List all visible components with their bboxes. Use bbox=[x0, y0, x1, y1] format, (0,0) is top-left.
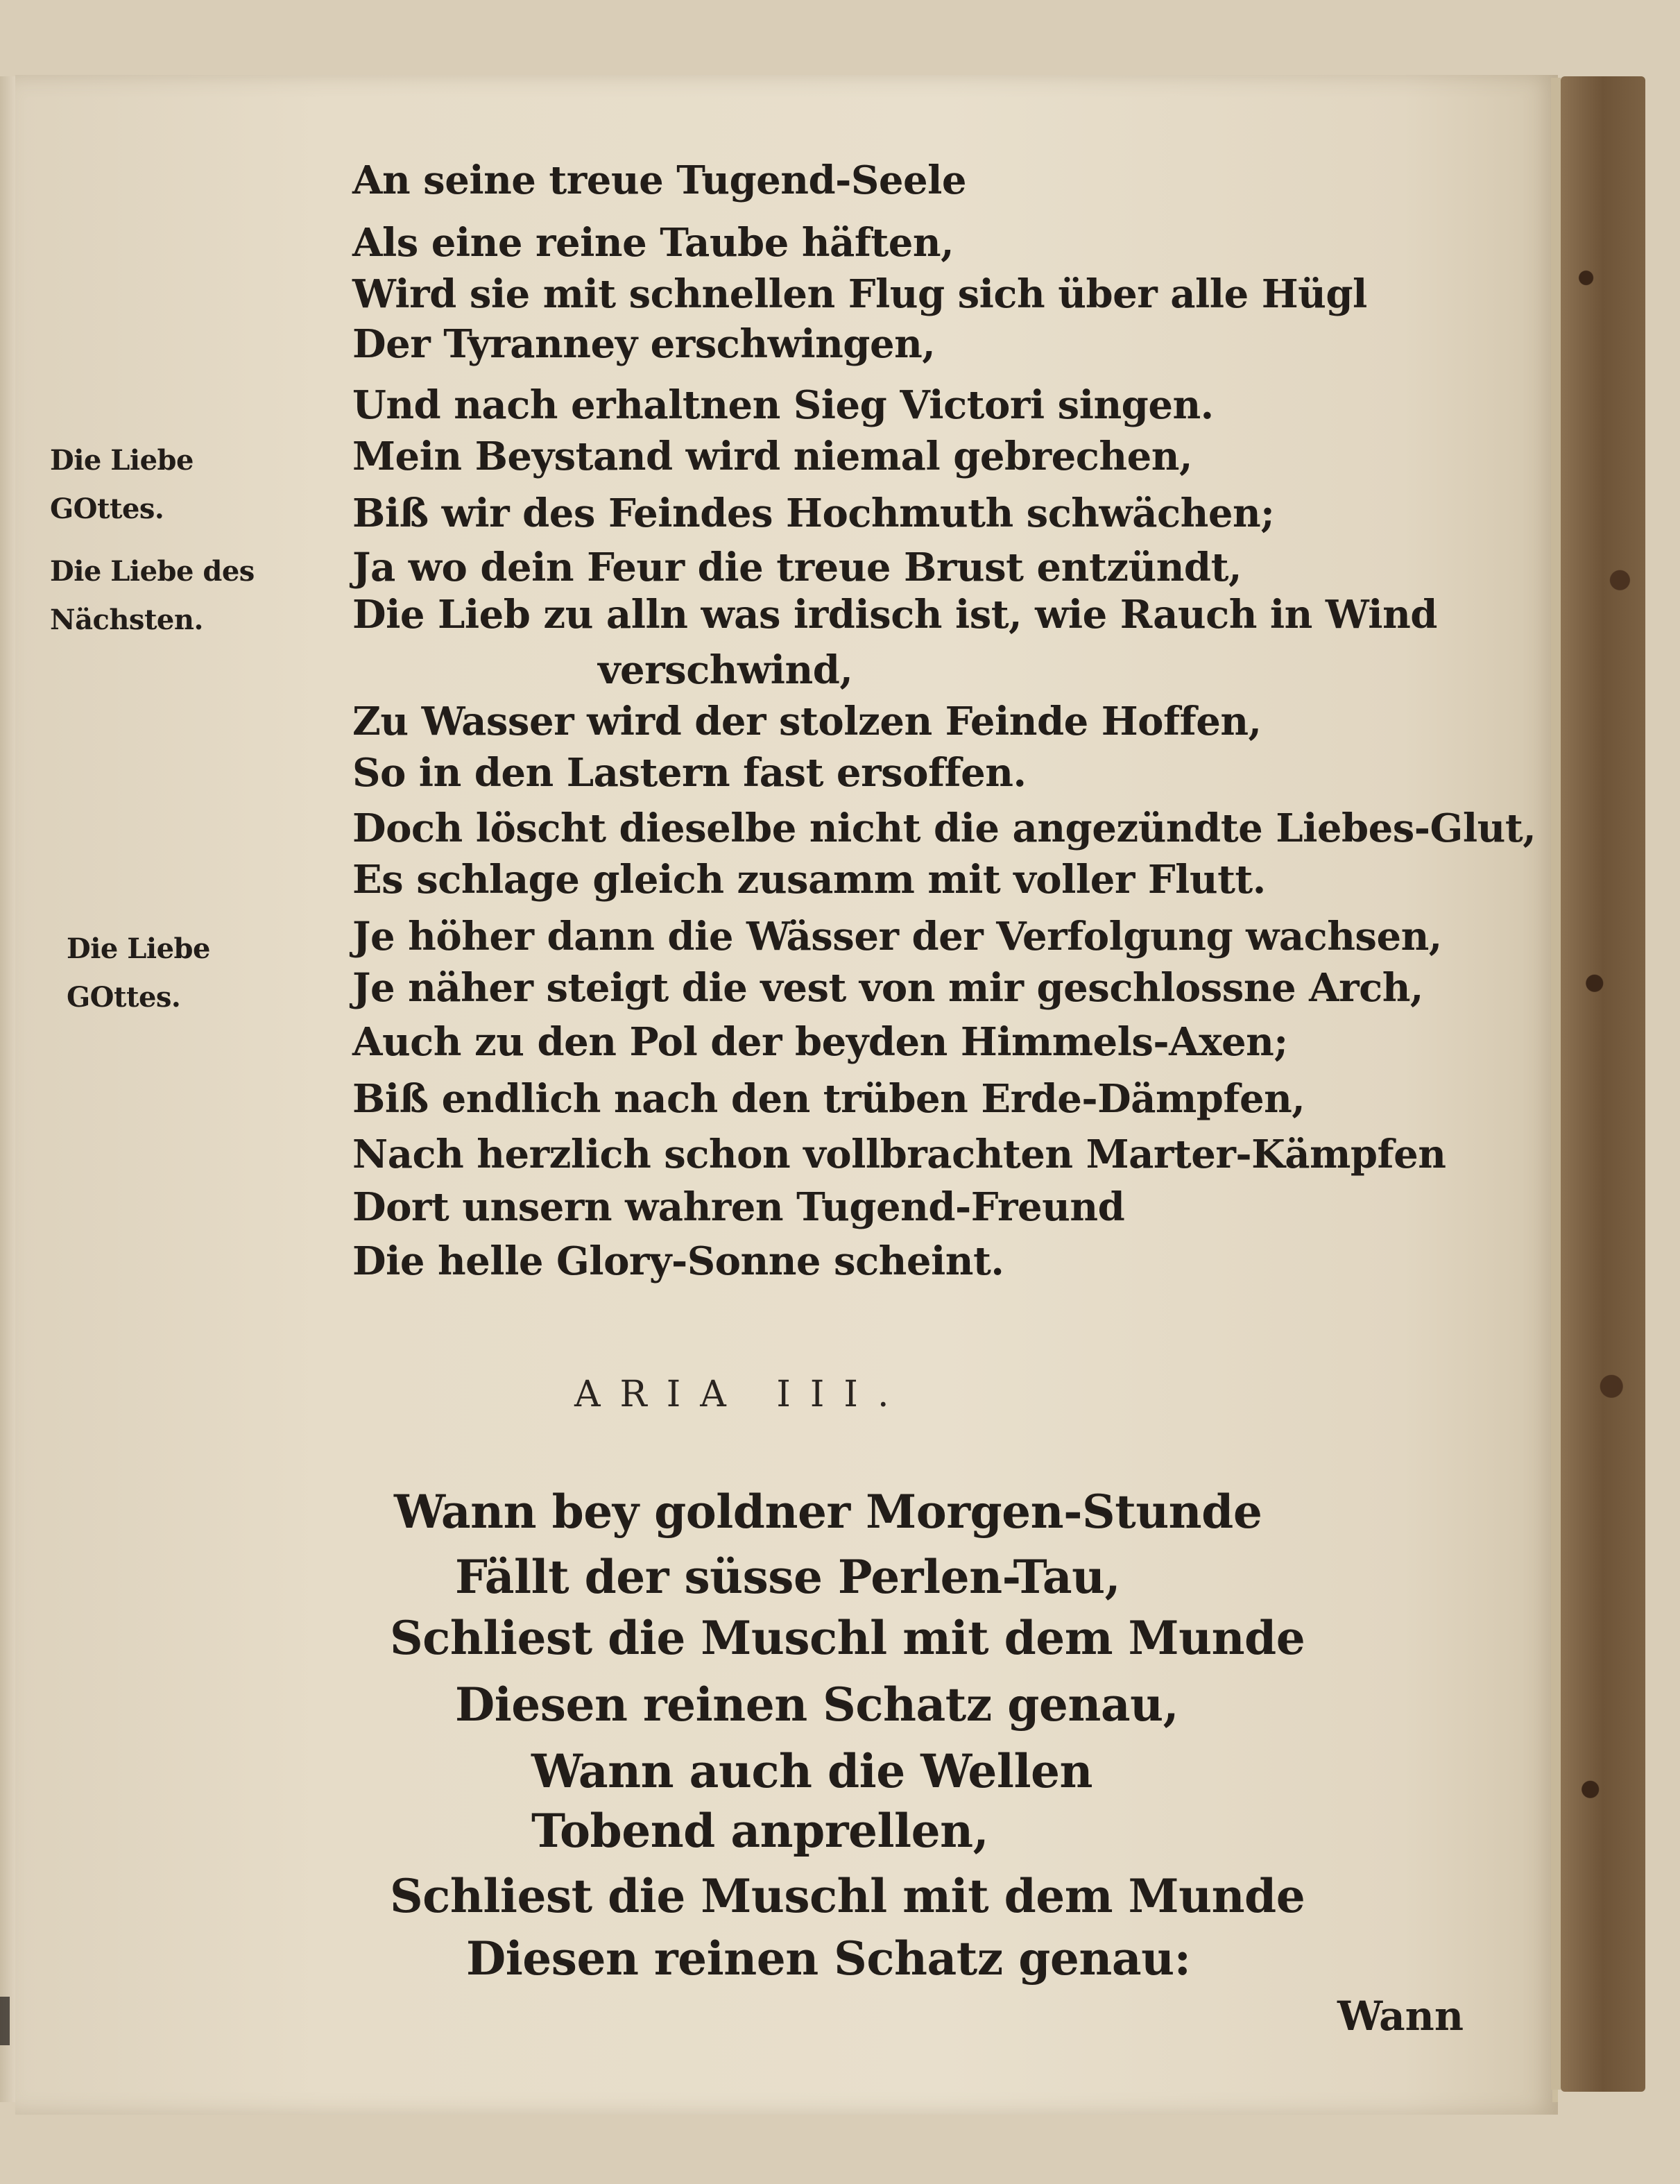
verse-line: Die Lieb zu alln was irdisch ist, wie Rauch in Wind bbox=[352, 592, 1437, 638]
book-cover bbox=[1561, 76, 1645, 2092]
verse-line: Nach herzlich schon vollbrachten Marter-Kämpfen bbox=[352, 1132, 1446, 1177]
verse-line: Es schlage gleich zusamm mit voller Flutt. bbox=[352, 857, 1266, 903]
verse-line: Je näher steigt die vest von mir geschlossne Arch, bbox=[352, 965, 1423, 1011]
verse-line: Biß endlich nach den trüben Erde-Dämpfen, bbox=[352, 1076, 1305, 1122]
aria-line: Wann auch die Wellen bbox=[531, 1744, 1093, 1798]
section-heading: ARIA III. bbox=[574, 1374, 909, 1415]
verse-line: An seine treue Tugend-Seele bbox=[352, 157, 967, 203]
verse-line: Wird sie mit schnellen Flug sich über alle Hügl bbox=[352, 271, 1367, 317]
verse-line: Dort unsern wahren Tugend-Freund bbox=[352, 1184, 1125, 1230]
verse-line: Mein Beystand wird niemal gebrechen, bbox=[352, 434, 1192, 479]
marginal-note: Die Liebe des bbox=[50, 555, 255, 588]
aria-line: Wann bey goldner Morgen-Stunde bbox=[394, 1485, 1262, 1539]
verse-line: Ja wo dein Feur die treue Brust entzündt, bbox=[352, 545, 1242, 590]
aria-line: Diesen reinen Schatz genau, bbox=[455, 1678, 1179, 1732]
aria-line: Fällt der süsse Perlen-Tau, bbox=[455, 1550, 1121, 1604]
previous-page-fragment bbox=[0, 1997, 10, 2045]
marginal-note: Die Liebe bbox=[67, 932, 210, 965]
verse-line: verschwind, bbox=[598, 647, 853, 693]
marginal-note: GOttes. bbox=[50, 493, 164, 525]
verse-line: Je höher dann die Wässer der Verfolgung wachsen, bbox=[352, 914, 1442, 959]
verse-line: Auch zu den Pol der beyden Himmels-Axen; bbox=[352, 1019, 1288, 1065]
aria-line: Diesen reinen Schatz genau: bbox=[466, 1931, 1191, 1986]
verse-line: Die helle Glory-Sonne scheint. bbox=[352, 1238, 1004, 1284]
verse-line: Zu Wasser wird der stolzen Feinde Hoffen, bbox=[352, 699, 1262, 744]
verse-line: So in den Lastern fast ersoffen. bbox=[352, 750, 1027, 796]
aria-line: Tobend anprellen, bbox=[531, 1804, 989, 1858]
verse-line: Als eine reine Taube häften, bbox=[352, 220, 954, 266]
aria-line: Schliest die Muschl mit dem Munde bbox=[390, 1611, 1305, 1665]
marginal-note: Die Liebe bbox=[50, 444, 194, 477]
catchword: Wann bbox=[1337, 1993, 1464, 2040]
aria-line: Schliest die Muschl mit dem Munde bbox=[390, 1869, 1305, 1923]
marginal-note: GOttes. bbox=[67, 981, 181, 1014]
marginal-note: Nächsten. bbox=[50, 604, 203, 636]
verse-line: Der Tyranney erschwingen, bbox=[352, 321, 936, 367]
cover-inner-edge bbox=[1551, 78, 1561, 2090]
verse-line: Und nach erhaltnen Sieg Victori singen. bbox=[352, 382, 1214, 428]
verse-line: Biß wir des Feindes Hochmuth schwächen; bbox=[352, 490, 1275, 536]
verse-line: Doch löscht dieselbe nicht die angezündte Liebes-Glut, bbox=[352, 805, 1536, 851]
